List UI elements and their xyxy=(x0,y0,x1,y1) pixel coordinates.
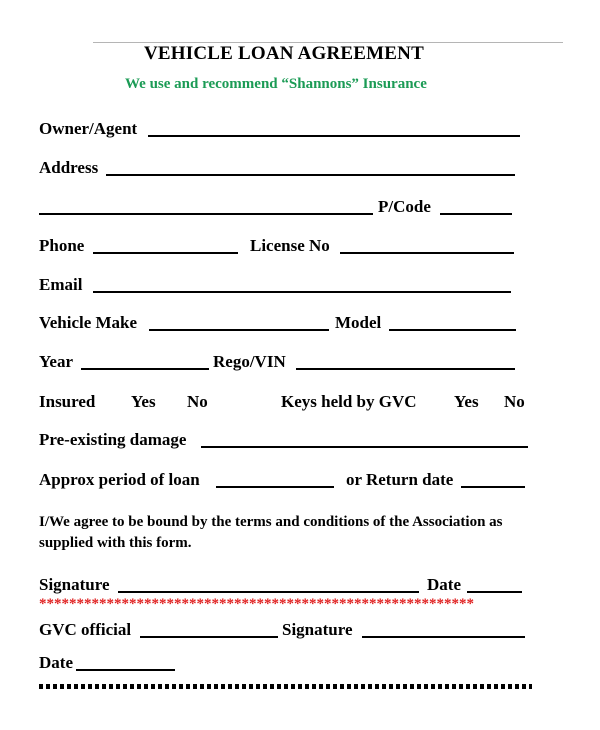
model-field[interactable] xyxy=(389,329,516,331)
official-signature-field[interactable] xyxy=(362,636,525,638)
date-label: Date xyxy=(427,575,461,594)
insurance-recommendation: We use and recommend “Shannons” Insurance xyxy=(125,76,427,92)
year-label: Year xyxy=(39,352,73,371)
vehicle-make-field[interactable] xyxy=(149,329,329,331)
approx-period-label: Approx period of loan xyxy=(39,470,200,489)
owner-agent-field[interactable] xyxy=(148,135,520,137)
gvc-official-label: GVC official xyxy=(39,620,132,639)
return-date-field[interactable] xyxy=(461,486,525,488)
asterisk-separator: ********************************************************** xyxy=(39,597,474,611)
address-label: Address xyxy=(39,158,99,177)
address-line2-field[interactable] xyxy=(39,213,373,215)
pre-existing-damage-field[interactable] xyxy=(201,446,528,448)
model-label: Model xyxy=(335,313,382,332)
date-field[interactable] xyxy=(467,591,522,593)
owner-agent-label: Owner/Agent xyxy=(39,119,138,138)
vehicle-make-label: Vehicle Make xyxy=(39,313,138,332)
return-date-label: or Return date xyxy=(346,470,454,489)
official-date-label: Date xyxy=(39,653,73,672)
email-field[interactable] xyxy=(93,291,511,293)
keys-yes-option[interactable]: Yes xyxy=(454,392,479,411)
official-signature-label: Signature xyxy=(282,620,353,639)
official-date-field[interactable] xyxy=(76,669,175,671)
keys-held-label: Keys held by GVC xyxy=(281,392,417,411)
keys-no-option[interactable]: No xyxy=(504,392,525,411)
year-field[interactable] xyxy=(81,368,209,370)
pre-existing-damage-label: Pre-existing damage xyxy=(39,430,187,449)
postcode-field[interactable] xyxy=(440,213,512,215)
address-field[interactable] xyxy=(106,174,515,176)
rego-vin-field[interactable] xyxy=(296,368,515,370)
phone-field[interactable] xyxy=(93,252,238,254)
insured-yes-option[interactable]: Yes xyxy=(131,392,156,411)
license-no-field[interactable] xyxy=(340,252,514,254)
signature-field[interactable] xyxy=(118,591,419,593)
email-label: Email xyxy=(39,275,83,294)
insured-no-option[interactable]: No xyxy=(187,392,208,411)
phone-label: Phone xyxy=(39,236,85,255)
gvc-official-field[interactable] xyxy=(140,636,278,638)
signature-label: Signature xyxy=(39,575,110,594)
rego-vin-label: Rego/VIN xyxy=(213,352,286,371)
agreement-text: I/We agree to be bound by the terms and conditions of the Association as supplied with this form. xyxy=(39,514,503,551)
form-title: VEHICLE LOAN AGREEMENT xyxy=(144,43,424,64)
license-no-label: License No xyxy=(250,236,330,255)
dotted-cut-line xyxy=(39,684,532,689)
postcode-label: P/Code xyxy=(378,197,431,216)
insured-label: Insured xyxy=(39,392,96,411)
approx-period-field[interactable] xyxy=(216,486,334,488)
